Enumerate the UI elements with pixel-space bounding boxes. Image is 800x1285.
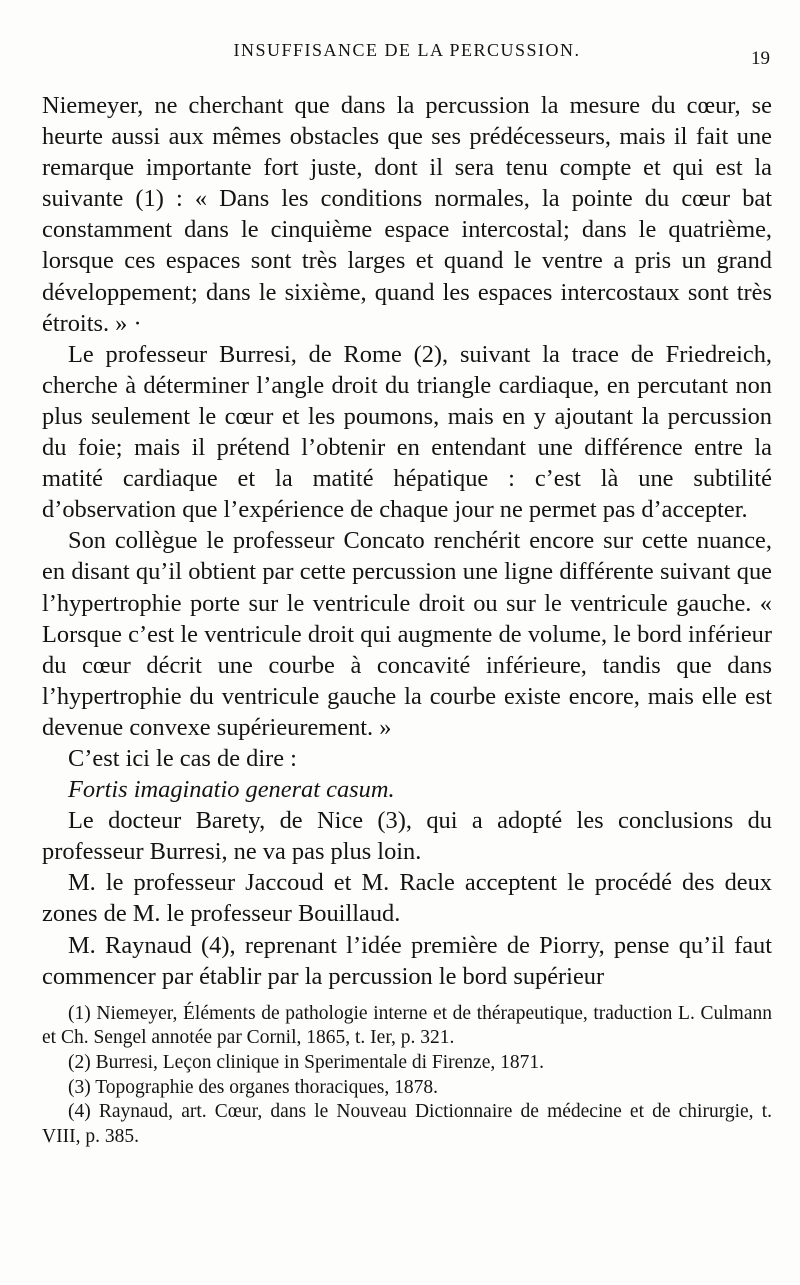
latin-quote: Fortis imaginatio generat casum.	[68, 776, 395, 804]
footnotes	[42, 1002, 772, 1150]
footnote-1: (1) Niemeyer, Éléments de pathologie interne et de thérapeutique, traduction L. Culmann et Ch. Sengel annotée par Cornil, 1865, t. Ier, p. 321.	[42, 1002, 772, 1049]
body-text	[42, 90, 772, 992]
paragraph-niemeyer: Niemeyer, ne cherchant que dans la percussion la mesure du cœur, se heurte aussi aux mêmes obstacles que ses prédécesseurs, mais il fait une remarque importante fort juste, dont il sera tenu compte et qui est la suivante (1) : « Dans les conditions normales, la pointe du cœur bat constamment dans le cinquième espace intercostal; dans le quatrième, lorsque ces espaces sont très larges et quand le ventre a pris un grand développement; dans le sixième, quand les espaces intercostaux sont très étroits. » ·	[42, 92, 772, 337]
paragraph-burresi: Le professeur Burresi, de Rome (2), suivant la trace de Friedreich, cherche à déterminer l’angle droit du triangle cardiaque, en percutant non plus seulement le cœur et les poumons, mais en y ajoutant la percussion du foie; mais il prétend l’obtenir en entendant une différence entre la matité cardiaque et la matité hépatique : c’est là une subtilité d’observation que l’expérience de chaque jour ne permet pas d’accepter.	[42, 340, 772, 524]
footnote-3: (3) Topographie des organes thoraciques, 1878.	[68, 1076, 438, 1098]
paragraph-jaccoud: M. le professeur Jaccoud et M. Racle acceptent le procédé des deux zones de M. le professeur Bouillaud.	[42, 869, 772, 928]
paragraph-barety: Le docteur Barety, de Nice (3), qui a adopté les conclusions du professeur Burresi, ne va pas plus loin.	[42, 807, 772, 866]
footnote-2: (2) Burresi, Leçon clinique in Sperimentale di Firenze, 1871.	[68, 1051, 544, 1073]
footnote-4: (4) Raynaud, art. Cœur, dans le Nouveau Dictionnaire de médecine et de chirurgie, t. VIII, p. 385.	[42, 1101, 772, 1147]
running-head	[42, 40, 772, 80]
paragraph-concato: Son collègue le professeur Concato renchérit encore sur cette nuance, en disant qu’il obtient par cette percussion une ligne différente suivant que l’hypertrophie porte sur le ventricule droit ou sur le ventricule gauche. « Lorsque c’est le ventricule droit qui augmente de volume, le bord inférieur du cœur décrit une courbe à concavité inférieure, tandis que dans l’hypertrophie du ventricule gauche la courbe existe encore, mais elle est devenue convexe supérieurement. »	[42, 527, 772, 741]
running-title: INSUFFISANCE DE LA PERCUSSION.	[233, 40, 581, 60]
page-number: 19	[751, 48, 770, 69]
paragraph-raynaud: M. Raynaud (4), reprenant l’idée première de Piorry, pense qu’il faut commencer par établir par la percussion le bord supérieur	[42, 931, 772, 990]
paragraph-remark: C’est ici le cas de dire :	[68, 744, 297, 772]
